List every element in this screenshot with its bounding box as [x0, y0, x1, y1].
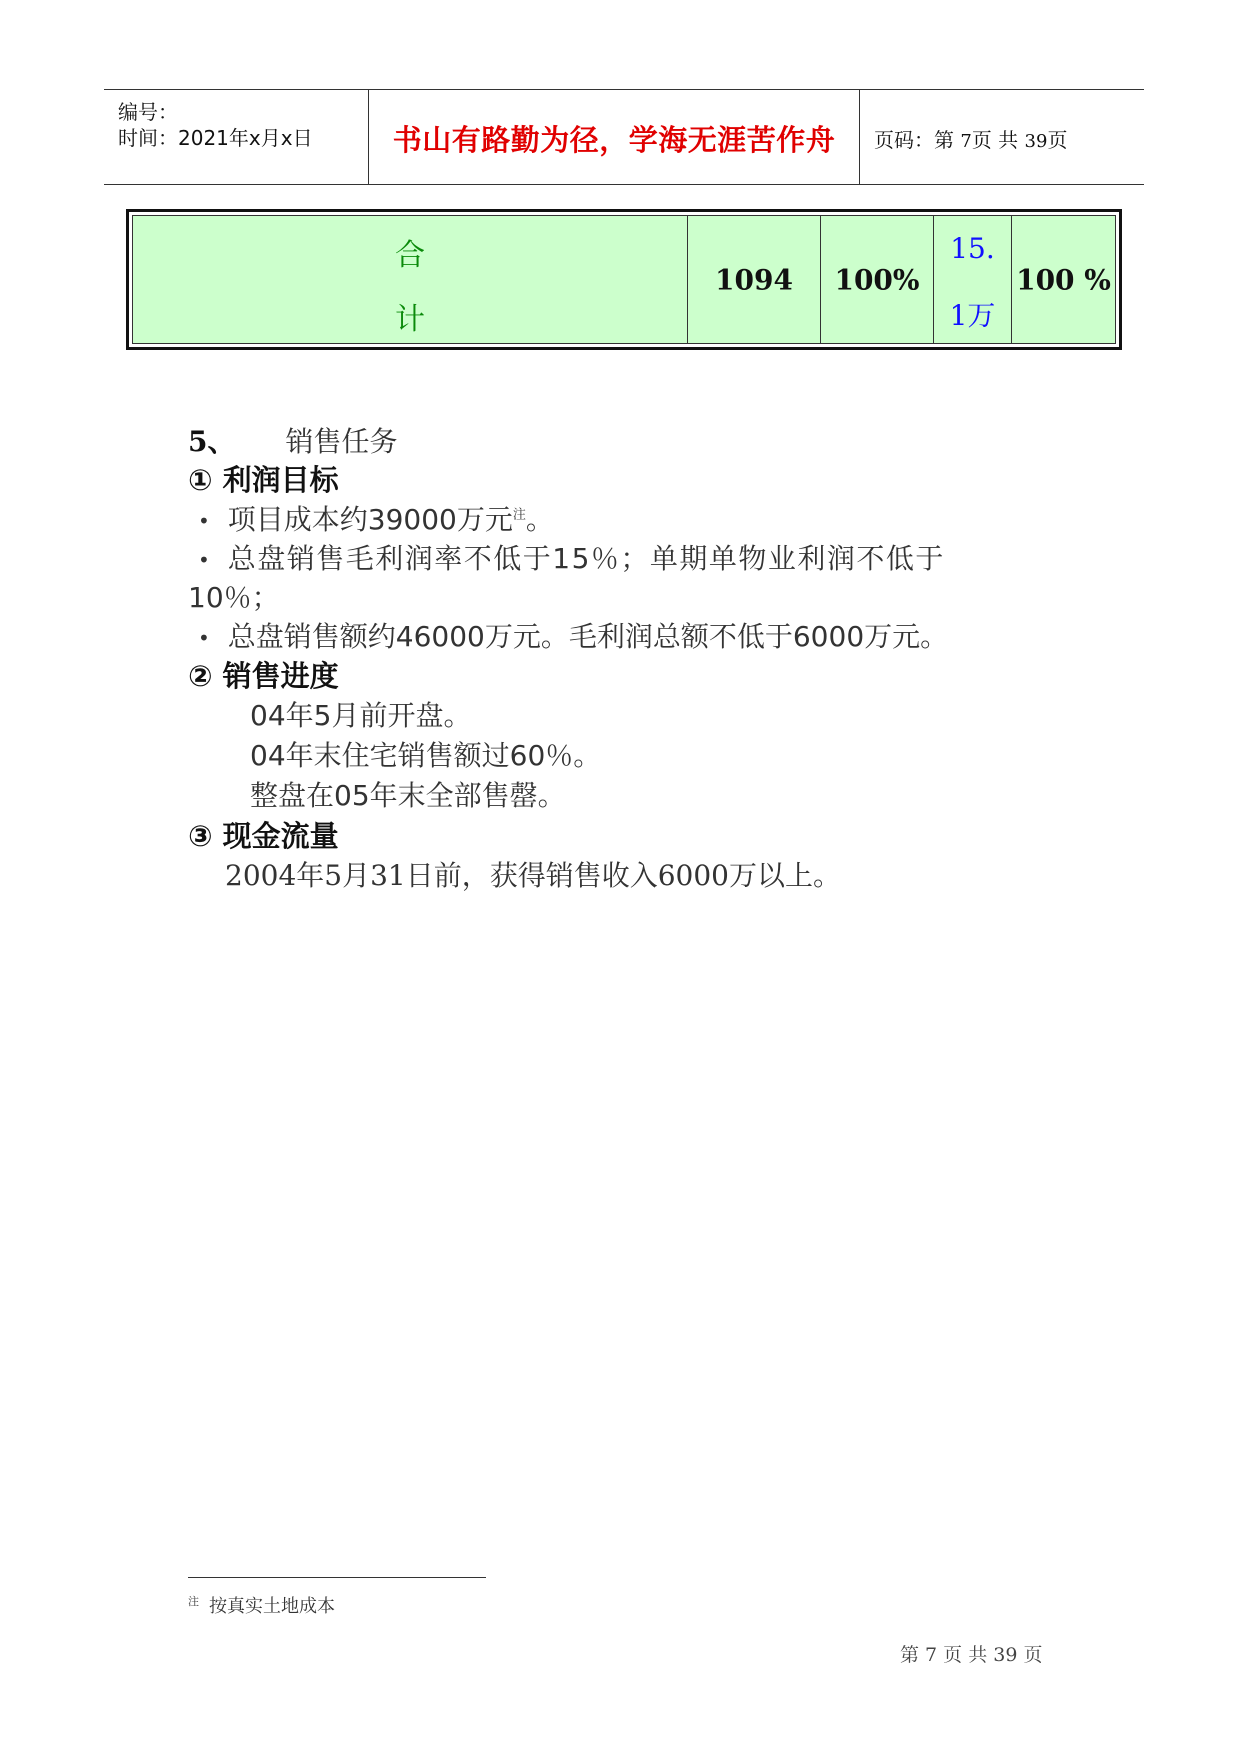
cashflow-heading: ③ 现金流量 — [188, 819, 339, 853]
progress-heading: ② 销售进度 — [188, 659, 339, 693]
total-count-pct: 100% — [834, 263, 920, 296]
profit-heading: ① 利润目标 — [188, 463, 339, 497]
page-header — [104, 89, 1144, 185]
total-count-cell — [688, 216, 821, 343]
header-info-cell — [104, 90, 369, 184]
header-page-cell — [860, 90, 1144, 184]
bullet-icon: • — [198, 626, 210, 650]
page-footer: 第 7 页 共 39 页 — [900, 1644, 1043, 1666]
footnote-mark: 注 — [188, 1595, 199, 1608]
total-count-pct-cell — [821, 216, 934, 343]
time-label: 时间：2021年x月x日 — [118, 126, 313, 150]
motto-text: 书山有路勤为径，学海无涯苦作舟 — [392, 123, 836, 157]
section-heading — [188, 420, 398, 460]
profit-item-sales: • 总盘销售额约46000万元。毛利润总额不低于6000万元。 — [198, 620, 949, 653]
progress-item-3: 整盘在05年末全部售罄。 — [250, 779, 566, 812]
section-title: 销售任务 — [285, 425, 398, 458]
progress-item-2: 04年末住宅销售额过60％。 — [250, 739, 602, 772]
total-label-line1: 合 — [395, 238, 425, 273]
profit-item-margin-cont: 10％； — [188, 581, 280, 614]
footnote-rule — [188, 1577, 486, 1578]
profit-item-cost: • 项目成本约39000万元$^注$。 — [198, 503, 554, 536]
total-count: 1094 — [715, 263, 793, 296]
total-area-line1: 15. — [950, 232, 995, 265]
total-area-cell — [934, 216, 1012, 343]
footnote — [188, 1592, 335, 1618]
bullet-icon: • — [198, 509, 210, 533]
total-area-line2: 1万 — [949, 299, 996, 332]
total-area-pct-cell — [1012, 216, 1115, 343]
footnote-text: 按真实土地成本 — [209, 1596, 335, 1617]
note-mark: 注 — [512, 507, 526, 523]
serial-label: 编号： — [118, 100, 178, 124]
profit-item-margin: • 总盘销售毛利润率不低于15％；单期单物业利润不低于 — [198, 542, 945, 575]
cashflow-text: 2004年5月31日前，获得销售收入6000万以上。 — [225, 859, 841, 892]
total-area-pct: 100 % — [1016, 263, 1111, 296]
total-row-table — [126, 209, 1122, 350]
section-number: 5、 — [188, 425, 236, 458]
total-row — [132, 215, 1116, 344]
header-motto-cell — [369, 90, 860, 184]
bullet-icon: • — [198, 548, 210, 572]
header-page-number: 页码：第 7页 共 39页 — [874, 128, 1068, 152]
total-label-cell — [133, 216, 688, 343]
progress-item-1: 04年5月前开盘。 — [250, 699, 472, 732]
total-label-line2: 计 — [395, 302, 425, 337]
